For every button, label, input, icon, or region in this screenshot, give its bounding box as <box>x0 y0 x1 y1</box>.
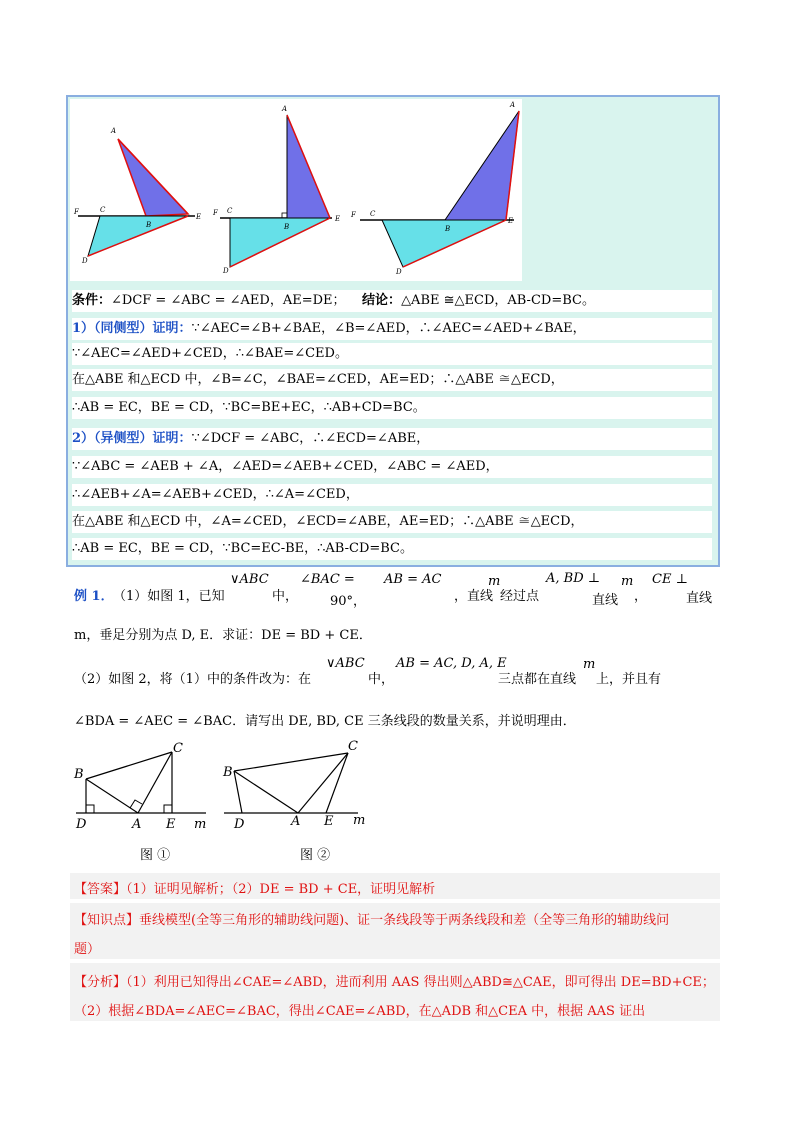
proof2-line-2 <box>72 456 712 478</box>
conclusion-text: △ABE ≅△ECD，AB-CD=BC。 <box>401 293 595 308</box>
ex-fig1-label-m: m <box>194 817 207 832</box>
fig3-label-c: C <box>370 210 376 218</box>
fig3-label-e: E <box>508 217 514 225</box>
fig2-label-c: C <box>227 207 233 215</box>
proof2-text-1: ∵∠DCF = ∠ABC，∴∠ECD=∠ABE， <box>191 431 430 446</box>
ex-fig1-label-e: E <box>166 817 176 832</box>
example-p1-f: AB = AC <box>384 572 442 587</box>
example-p1-d: ∠BAC = <box>300 572 355 587</box>
example-p3-c: 中， <box>368 672 395 687</box>
example-p3-b: ∨ABC <box>326 656 365 671</box>
fig2-label-a: A <box>282 105 288 113</box>
condition-line <box>72 290 712 312</box>
fig2-caption: 图 ② <box>300 848 331 863</box>
conclusion-label: 结论： <box>362 293 402 308</box>
ex-fig2-label-b: B <box>223 765 233 780</box>
example-p1-h: m <box>488 574 501 589</box>
example-p2: m，垂足分别为点 D, E．求证：DE = BD + CE． <box>74 628 372 643</box>
example-p1-b: ∨ABC <box>230 572 269 587</box>
example-p3-e: 三点都在直线 <box>498 672 577 687</box>
proof1-text-2: ∵∠AEC=∠AED+∠CED，∴∠BAE=∠CED。 <box>72 346 348 361</box>
condition-label: 条件： <box>72 293 112 308</box>
ex-fig1-label-c: C <box>173 741 183 756</box>
example-p1-g: ，直线 <box>454 589 494 604</box>
example-p3-g: 上，并且有 <box>596 672 662 687</box>
proof2-text-5: ∴AB = EC，BE = CD，∵BC=EC-BE，∴AB-CD=BC。 <box>72 541 414 556</box>
proof1-text-3: 在△ABE 和△ECD 中，∠B=∠C，∠BAE=∠CED，AE=ED；∴△ABE ≅△ECD， <box>72 372 564 387</box>
proof2-text-2: ∵∠ABC = ∠AEB + ∠A，∠AED=∠AEB+∠CED，∠ABC = ∠AED， <box>72 459 499 474</box>
analysis-line-2: （2）根据∠BDA=∠AEC=∠BAC，得出∠CAE=∠ABD，在△ADB 和△CEA 中，根据 AAS 证出 <box>74 1004 646 1019</box>
fig1-label-b: B <box>146 221 152 229</box>
proof1-text-4: ∴AB = EC，BE = CD，∵BC=BE+EC，∴AB+CD=BC。 <box>72 400 426 415</box>
example-figures <box>70 735 380 870</box>
proof2-line-1 <box>72 428 712 450</box>
model-figures <box>70 99 522 281</box>
example-p1-m: ， <box>634 589 648 604</box>
ex-fig1-label-d: D <box>76 817 87 832</box>
fig1-caption: 图 ① <box>140 848 171 863</box>
fig3-label-f: F <box>351 211 356 219</box>
example-p4: ∠BDA = ∠AEC = ∠BAC．请写出 DE, BD, CE 三条线段的数量关系，并说明理由． <box>74 714 576 729</box>
example-p1-i: 经过点 <box>500 589 540 604</box>
proof1-heading: 1）（同侧型）证明： <box>72 321 192 336</box>
condition-text: ∠DCF = ∠ABC = ∠AED，AE=DE； <box>111 293 346 308</box>
ex-fig1-label-a: A <box>132 817 142 832</box>
figure-2 <box>212 105 340 275</box>
example-p1-l: m <box>621 574 634 589</box>
ex-fig1-label-b: B <box>74 767 84 782</box>
example-p1-o: 直线 <box>686 591 713 606</box>
fig3-label-d: D <box>396 268 402 276</box>
ex-fig2-label-a: A <box>291 814 301 829</box>
fig2-label-b: B <box>284 223 290 231</box>
proof2-line-5 <box>72 538 712 560</box>
example-figure-1 <box>73 741 206 863</box>
fig2-label-d: D <box>223 267 229 275</box>
fig3-label-b: B <box>445 225 451 233</box>
example-p3-a: （2）如图 2，将（1）中的条件改为：在 <box>74 672 311 687</box>
example-p3-f: m <box>583 657 596 672</box>
proof2-text-4: 在△ABE 和△ECD 中，∠A=∠CED，∠ECD=∠ABE，AE=ED；∴△ABE ≅△ECD， <box>72 514 584 529</box>
example-p1-n: CE ⊥ <box>652 572 688 587</box>
proof2-line-4 <box>72 511 712 533</box>
example-p1-e: 90°， <box>330 594 367 609</box>
example-p1-k: 直线 <box>592 593 619 608</box>
proof2-text-3: ∴∠AEB+∠A=∠AEB+∠CED，∴∠A=∠CED， <box>72 487 359 502</box>
example-figure-2 <box>222 739 365 863</box>
fig3-label-a: A <box>510 101 516 109</box>
analysis-line-1: 【分析】（1）利用已知得出∠CAE=∠ABD，进而利用 AAS 得出则△ABD≅△CAE，即可得出 DE=BD+CE； <box>74 975 715 990</box>
fig1-label-f: F <box>74 208 79 216</box>
ex-fig2-label-d: D <box>234 817 245 832</box>
model-figures-area <box>70 99 522 281</box>
fig2-label-f: F <box>213 209 218 217</box>
proof1-line-4 <box>72 397 712 419</box>
proof1-line-1 <box>72 318 712 340</box>
example-p1-j: A, BD ⊥ <box>546 571 600 586</box>
example-p3-d: AB = AC, D, A, E <box>396 656 507 671</box>
ex-fig2-label-e: E <box>324 814 334 829</box>
figure-1 <box>73 127 201 265</box>
proof1-line-3 <box>72 369 712 391</box>
ex-fig2-label-m: m <box>353 813 366 828</box>
ex-fig2-label-c: C <box>348 739 358 754</box>
proof2-line-3 <box>72 484 712 506</box>
example-label: 例 1． <box>74 589 114 604</box>
figure-3 <box>350 101 519 276</box>
knowledge-line-1: 【知识点】垂线模型(全等三角形的辅助线问题)、证一条线段等于两条线段和差（全等三角形的辅助线问 <box>74 913 670 928</box>
fig1-label-a: A <box>111 127 117 135</box>
proof1-text-1: ∵∠AEC=∠B+∠BAE，∠B=∠AED，∴∠AEC=∠AED+∠BAE， <box>191 321 586 336</box>
knowledge-line-2: 题） <box>74 942 101 957</box>
fig1-label-c: C <box>100 206 106 214</box>
example-p1-c: 中， <box>272 589 299 604</box>
fig2-label-e: E <box>335 215 341 223</box>
answer-line: 【答案】（1）证明见解析；（2）DE = BD + CE，证明见解析 <box>74 882 436 897</box>
proof1-line-2 <box>72 343 712 365</box>
fig1-label-e: E <box>196 213 202 221</box>
fig1-label-d: D <box>82 257 88 265</box>
example-p1-a: （1）如图 1，已知 <box>113 589 225 604</box>
proof2-heading: 2）（异侧型）证明： <box>72 431 192 446</box>
